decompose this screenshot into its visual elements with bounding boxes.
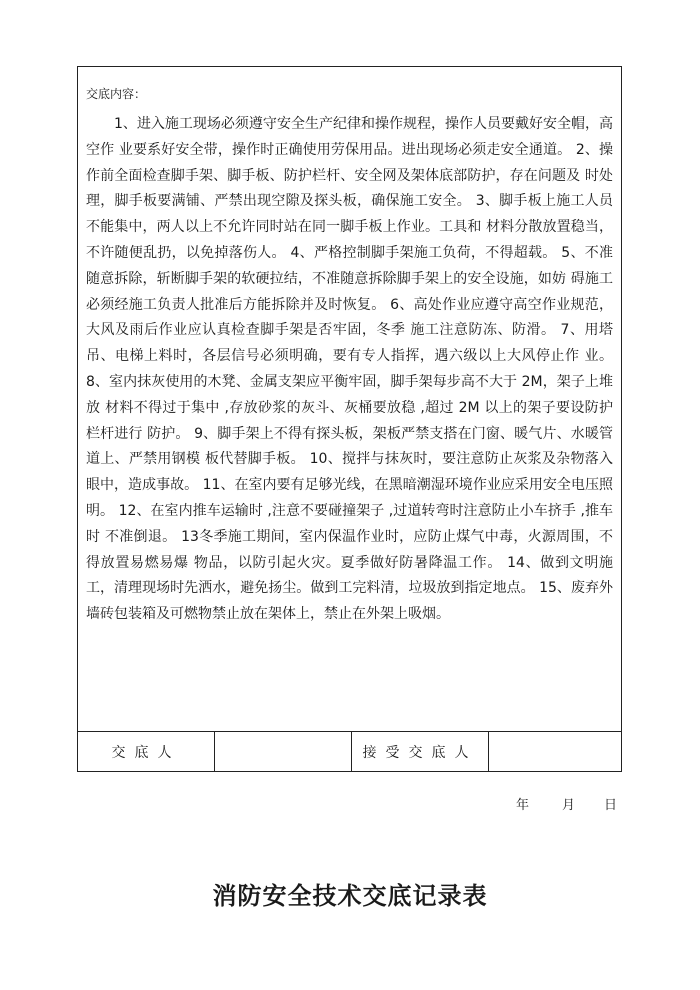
signature-row	[78, 732, 621, 771]
receiver-label: 接受交底人	[352, 732, 489, 771]
content-text: 1、进入施工现场必须遵守安全生产纪律和操作规程，操作人员要戴好安全帽，高空作 业要系好安全带，操作时正确使用劳保用品。进出现场必须走安全通道。 2、操作前全面检查脚手架、脚手板、防护栏杆、安全网及架体底部防护，存在问题及 时处理，脚手板要满铺、严禁出现空隙及探头板，确保施工安全。 3、脚手板上施工人员不能集中，两人以上不允许同时站在同一脚手板上作业。工具和 材料分散放置稳当，不许随便乱扔，以免掉落伤人。 4、严格控制脚手架施工负荷，不得超载。 5、不准随意拆除，斩断脚手架的软硬拉结，不准随意拆除脚手架上的安全设施，如妨 碍施工必须经施工负责人批准后方能拆除并及时恢复。 6、高处作业应遵守高空作业规范，大风及雨后作业应认真检查脚手架是否牢固，冬季 施工注意防冻、防滑。 7、用塔吊、电梯上料时，各层信号必须明确，要有专人指挥，遇六级以上大风停止作 业。 8、室内抹灰使用的木凳、金属支架应平衡牢固，脚手架每步高不大于 2M，架子上堆放 材料不得过于集中 ,存放砂浆的灰斗、灰桶要放稳 ,超过 2M 以上的架子要设防护栏杆进行 防护。 9、脚手架上不得有探头板，架板严禁支搭在门窗、暖气片、水暖管道上、严禁用钢模 板代替脚手板。 10、搅拌与抹灰时，要注意防止灰浆及杂物落入眼中，造成事故。 11、在室内要有足够光线，在黑暗潮湿环境作业应采用安全电压照明。 12、在室内推车运输时 ,注意不要碰撞架子 ,过道转弯时注意防止小车挤手 ,推车时 不准倒退。 13冬季施工期间，室内保温作业时，应防止煤气中毒，火源周围，不得放置易燃易爆 物品，以防引起火灾。夏季做好防暑降温工作。 14、做到文明施工，清理现场时先洒水，避免扬尘。做到工完料清，垃圾放到指定地点。 15、废弃外墙砖包装箱及可燃物禁止放在架体上，禁止在外架上吸烟。	[86, 116, 613, 623]
content-label: 交底内容：	[86, 87, 147, 101]
date-month-label: 月	[562, 798, 576, 813]
date-day-label: 日	[604, 798, 618, 813]
next-section-title: 消防安全技术交底记录表	[212, 882, 488, 910]
disclosure-content-cell	[78, 67, 621, 732]
discloser-label: 交底人	[78, 732, 215, 771]
receiver-signature-field[interactable]	[489, 732, 621, 771]
disclosure-form-table	[77, 66, 622, 772]
date-year-label: 年	[516, 798, 530, 813]
discloser-signature-field[interactable]	[215, 732, 352, 771]
